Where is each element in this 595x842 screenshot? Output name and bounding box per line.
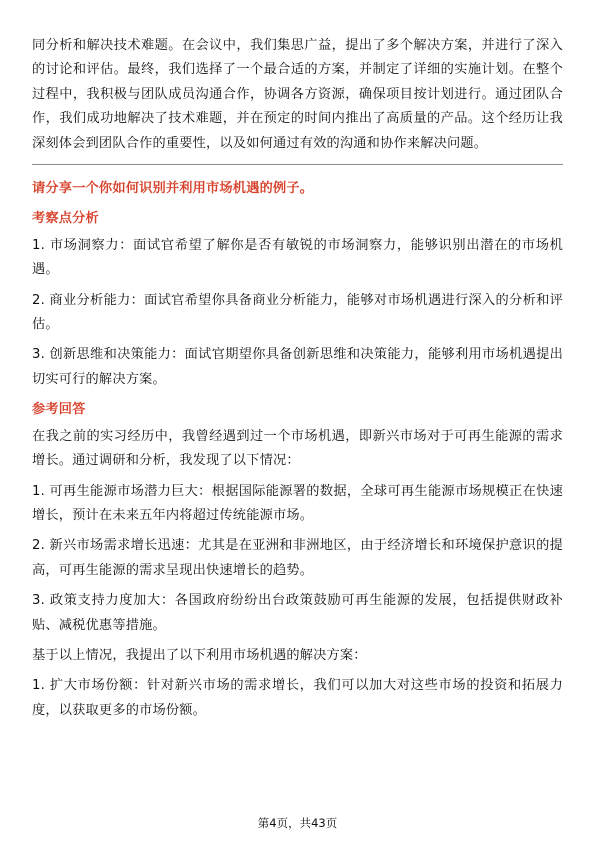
answer-heading: 参考回答 (32, 402, 86, 418)
analysis-item: 2. 商业分析能力：面试官希望你具备商业分析能力，能够对市场机遇进行深入的分析和评估。 (32, 292, 563, 333)
analysis-item: 1. 市场洞察力：面试官希望了解你是否有敏锐的市场洞察力，能够识别出潜在的市场机遇。 (32, 237, 563, 278)
document-page (32, 34, 563, 723)
analysis-item: 3. 创新思维和决策能力：面试官期望你具备创新思维和决策能力，能够利用市场机遇提出切实可行的解决方案。 (32, 347, 563, 387)
analysis-heading: 考察点分析 (32, 211, 99, 227)
finding-item: 1. 可再生能源市场潜力巨大：根据国际能源署的数据，全球可再生能源市场规模正在快速增长，预计在未来五年内将超过传统能源市场。 (32, 483, 563, 523)
finding-item: 3. 政策支持力度加大：各国政府纷纷出台政策鼓励可再生能源的发展，包括提供财政补贴、减税优惠等措施。 (32, 593, 563, 633)
solution-item: 1. 扩大市场份额：针对新兴市场的需求增长，我们可以加大对这些市场的投资和拓展力度，以获取更多的市场份额。 (32, 678, 563, 718)
intro-paragraph: 同分析和解决技术难题。在会议中，我们集思广益，提出了多个解决方案，并进行了深入的讨论和评估。最终，我们选择了一个最合适的方案，并制定了详细的实施计划。在整个过程中，我积极与团队成员沟通合作，协调各方资源，确保项目按计划进行。通过团队合作，我们成功地解决了技术难题，并在预定的时间内推出了高质量的产品。这个经历让我深刻体会到团队合作的重要性，以及如何通过有效的沟通和协作来解决问题。 (32, 38, 563, 151)
page-number-footer: 第4页，共43页 (257, 816, 338, 830)
solutions-intro: 基于以上情况，我提出了以下利用市场机遇的解决方案： (32, 647, 367, 663)
answer-intro: 在我之前的实习经历中，我曾经遇到过一个市场机遇，即新兴市场对于可再生能源的需求增长。通过调研和分析，我发现了以下情况： (32, 428, 563, 469)
question-title: 请分享一个你如何识别并利用市场机遇的例子。 (32, 181, 314, 197)
finding-item: 2. 新兴市场需求增长迅速：尤其是在亚洲和非洲地区，由于经济增长和环境保护意识的提高，可再生能源的需求呈现出快速增长的趋势。 (32, 538, 563, 578)
section-divider (32, 164, 563, 165)
